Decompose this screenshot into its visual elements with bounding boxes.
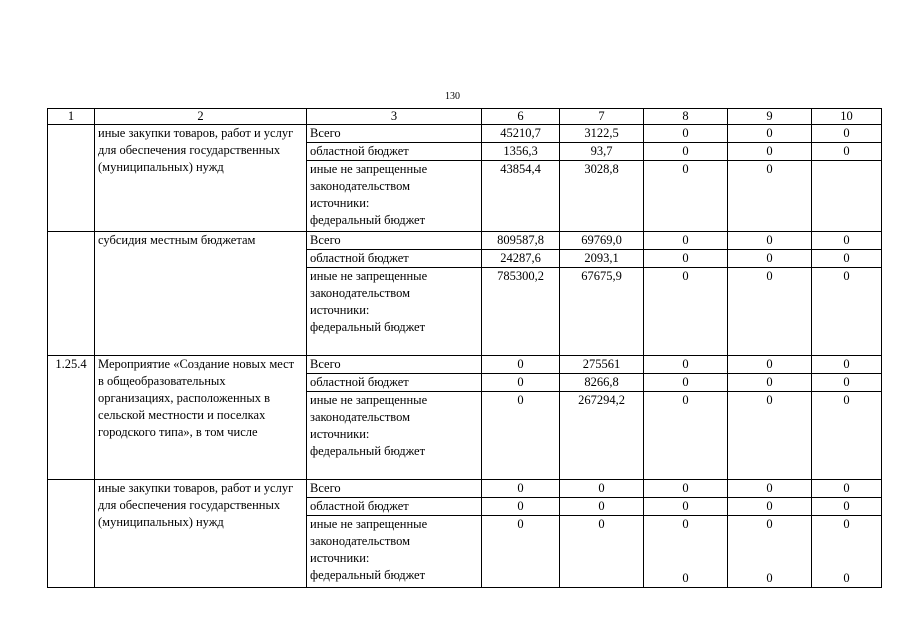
value-col10-top: 0 xyxy=(843,517,850,531)
value-col9: 0 xyxy=(728,125,812,143)
column-header: 6 xyxy=(482,109,560,125)
value-col7: 8266,8 xyxy=(560,374,644,392)
funding-source: Всего xyxy=(307,356,482,374)
source-line: иные не запрещенные xyxy=(310,269,428,283)
page-number: 130 xyxy=(445,91,460,102)
funding-source-multiline xyxy=(307,161,482,232)
value-col10: 0 xyxy=(812,498,882,516)
column-header: 7 xyxy=(560,109,644,125)
value-col6: 809587,8 xyxy=(482,232,560,250)
row-code xyxy=(48,232,95,356)
source-line: федеральный бюджет xyxy=(310,568,426,582)
value-col10: 0 xyxy=(812,125,882,143)
source-line: иные не запрещенные xyxy=(310,517,428,531)
source-line: законодательством xyxy=(310,410,411,424)
value-col9: 0 xyxy=(728,161,812,232)
activity-name: Мероприятие «Создание новых мест в общеобразовательных организациях, расположенных в сельской местности и поселках городского типа», в том числе xyxy=(95,356,307,480)
value-col10: 0 xyxy=(812,268,882,356)
value-col10: 0 xyxy=(812,480,882,498)
funding-source-multiline xyxy=(307,392,482,480)
header-row xyxy=(48,109,882,125)
budget-table xyxy=(47,108,882,588)
value-col7: 69769,0 xyxy=(560,232,644,250)
value-col8: 0 xyxy=(644,480,728,498)
table-row xyxy=(48,232,882,250)
value-col7: 93,7 xyxy=(560,143,644,161)
value-col6: 0 xyxy=(482,480,560,498)
value-col8: 0 xyxy=(644,232,728,250)
table-row xyxy=(48,125,882,143)
value-col6: 45210,7 xyxy=(482,125,560,143)
value-col9: 0 xyxy=(728,356,812,374)
value-col8: 0 xyxy=(644,250,728,268)
funding-source: областной бюджет xyxy=(307,250,482,268)
value-col6: 24287,6 xyxy=(482,250,560,268)
value-col6: 1356,3 xyxy=(482,143,560,161)
value-col10: 0 xyxy=(843,571,850,585)
activity-name: субсидия местным бюджетам xyxy=(95,232,307,356)
value-col9: 0 xyxy=(728,392,812,480)
source-line: иные не запрещенные xyxy=(310,162,428,176)
funding-source: областной бюджет xyxy=(307,143,482,161)
funding-source: областной бюджет xyxy=(307,498,482,516)
value-col8: 0 xyxy=(644,143,728,161)
source-line: федеральный бюджет xyxy=(310,320,426,334)
value-col6: 0 xyxy=(482,498,560,516)
value-col7: 67675,9 xyxy=(560,268,644,356)
value-col7: 0 xyxy=(560,480,644,498)
value-col9: 0 xyxy=(728,268,812,356)
value-col9: 0 xyxy=(728,250,812,268)
row-code xyxy=(48,125,95,232)
value-col10: 0 xyxy=(812,374,882,392)
value-col8: 0 xyxy=(644,498,728,516)
value-col8-split xyxy=(644,516,728,588)
value-col8: 0 xyxy=(682,571,689,585)
source-line: источники: xyxy=(310,303,370,317)
value-col9-split xyxy=(728,516,812,588)
value-col8: 0 xyxy=(644,268,728,356)
value-col10: 0 xyxy=(812,232,882,250)
source-line: законодательством xyxy=(310,179,411,193)
value-col9: 0 xyxy=(728,498,812,516)
value-col8: 0 xyxy=(644,374,728,392)
value-col7: 0 xyxy=(560,516,644,588)
column-header: 9 xyxy=(728,109,812,125)
value-col10: 0 xyxy=(812,250,882,268)
source-line: федеральный бюджет xyxy=(310,213,426,227)
source-line: источники: xyxy=(310,427,370,441)
row-code: 1.25.4 xyxy=(48,356,95,480)
value-col9: 0 xyxy=(728,232,812,250)
source-line: законодательством xyxy=(310,286,411,300)
value-col6: 0 xyxy=(482,356,560,374)
table-row xyxy=(48,480,882,498)
value-col7: 2093,1 xyxy=(560,250,644,268)
column-header: 8 xyxy=(644,109,728,125)
source-line: законодательством xyxy=(310,534,411,548)
table-row xyxy=(48,356,882,374)
value-col7: 3028,8 xyxy=(560,161,644,232)
source-line: источники: xyxy=(310,196,370,210)
funding-source: Всего xyxy=(307,480,482,498)
value-col6: 0 xyxy=(482,516,560,588)
value-col6: 0 xyxy=(482,392,560,480)
value-col7: 0 xyxy=(560,498,644,516)
column-header: 3 xyxy=(307,109,482,125)
source-line: источники: xyxy=(310,551,370,565)
source-line: федеральный бюджет xyxy=(310,444,426,458)
activity-name: иные закупки товаров, работ и услуг для обеспечения государственных (муниципальных) нужд xyxy=(95,125,307,232)
value-col9: 0 xyxy=(728,480,812,498)
row-code xyxy=(48,480,95,588)
value-col8: 0 xyxy=(644,125,728,143)
value-col10 xyxy=(812,161,882,232)
source-line: иные не запрещенные xyxy=(310,393,428,407)
value-col9: 0 xyxy=(728,374,812,392)
funding-source: Всего xyxy=(307,125,482,143)
column-header: 1 xyxy=(48,109,95,125)
value-col9: 0 xyxy=(766,571,773,585)
value-col6: 43854,4 xyxy=(482,161,560,232)
value-col6: 785300,2 xyxy=(482,268,560,356)
value-col8-top: 0 xyxy=(682,517,689,531)
value-col6: 0 xyxy=(482,374,560,392)
value-col10: 0 xyxy=(812,356,882,374)
value-col7: 3122,5 xyxy=(560,125,644,143)
column-header: 10 xyxy=(812,109,882,125)
value-col9-top: 0 xyxy=(766,517,773,531)
value-col7: 267294,2 xyxy=(560,392,644,480)
funding-source: Всего xyxy=(307,232,482,250)
activity-name: иные закупки товаров, работ и услуг для обеспечения государственных (муниципальных) нужд xyxy=(95,480,307,588)
funding-source-multiline xyxy=(307,516,482,588)
value-col8: 0 xyxy=(644,392,728,480)
value-col10-split xyxy=(812,516,882,588)
funding-source: областной бюджет xyxy=(307,374,482,392)
value-col8: 0 xyxy=(644,356,728,374)
value-col10: 0 xyxy=(812,143,882,161)
value-col9: 0 xyxy=(728,143,812,161)
column-header: 2 xyxy=(95,109,307,125)
value-col7: 275561 xyxy=(560,356,644,374)
funding-source-multiline xyxy=(307,268,482,356)
value-col10: 0 xyxy=(812,392,882,480)
value-col8: 0 xyxy=(644,161,728,232)
